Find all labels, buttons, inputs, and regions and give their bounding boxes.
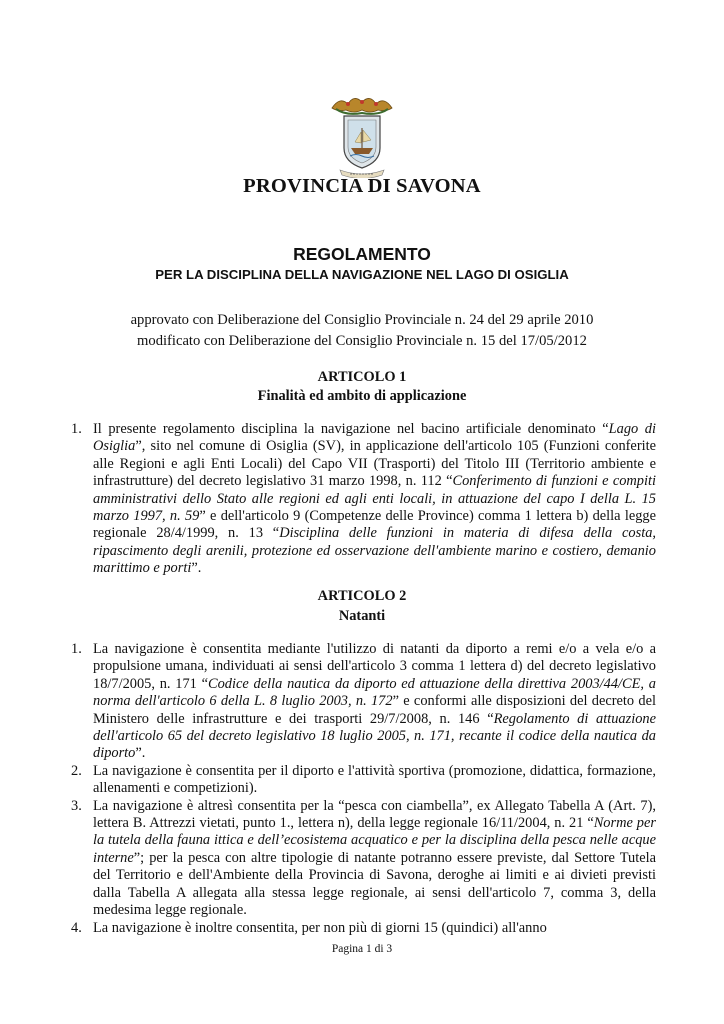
text-run: La navigazione è altresì consentita per la “pesca con ciambella”, ex Allegato Tabella A (Art. 7), lettera B. Attrezzi vietati, punto 1., lettera n), della legge regionale 16/11/2004, n. 21 “: [93, 797, 656, 832]
item-text: [93, 421, 656, 578]
list-item: [62, 421, 656, 578]
italic-citation: Regolamento di attuazione dell'articolo 65 del decreto legislativo 18 luglio 2005, n. 171, recante il codice della nautica da diporto: [93, 710, 656, 762]
page-number: Pagina 1 di 3: [331, 943, 393, 955]
article-2-list: [62, 641, 656, 937]
item-text: [93, 763, 656, 798]
italic-citation: Codice della nautica da diporto ed attuazione della direttiva 2003/44/CE, a norma dell'articolo 6 della L. 8 luglio 2003, n. 172: [93, 675, 656, 710]
article-2-heading: ARTICOLO 2: [317, 588, 407, 604]
text-run: ”.: [135, 745, 146, 762]
italic-citation: Norme per la tutela della fauna ittica e dell’ecosistema acquatico e per la disciplina della pesca nelle acque interne: [93, 815, 656, 866]
text-run: Il presente regolamento disciplina la navigazione nel bacino artificiale denominato “: [93, 421, 609, 437]
list-item: [62, 798, 656, 920]
item-number: 1.: [71, 421, 82, 437]
italic-citation: Conferimento di funzioni e compiti amministrativi dello Stato alle regioni ed agli enti locali, in attuazione del capo I della L. 15 marzo 1997, n. 59: [93, 473, 656, 525]
text-run: La navigazione è inoltre consentita, per non più di giorni 15 (quindici) all'anno: [93, 919, 547, 936]
item-number: 2.: [71, 762, 82, 779]
approval-note: approvato con Deliberazione del Consiglio Provinciale n. 24 del 29 aprile 2010: [130, 312, 594, 328]
text-run: ”; per la pesca con altre tipologie di natante potranno essere previste, dal Settore Tutela del Territorio e dell'Ambiente della Provincia di Savona, deroghe ai limiti e ai divieti previsti dalla Tabella A allegata alla stessa legge regionale, ai sensi dell'articolo 7, comma 3, della medesima legge regionale.: [93, 849, 656, 919]
italic-citation: Lago di Osiglia: [93, 421, 656, 455]
text-run: ”, sito nel comune di Osiglia (SV), in applicazione dell'articolo 105 (Funzioni conferite alle Regioni e agli Enti Locali) del Capo VII (Trasporti) del Titolo III (Territorio ambiente e infrastrutture) del decreto legislativo 31 marzo 1998, n. 112 “: [93, 438, 656, 490]
article-1-subheading: Finalità ed ambito di applicazione: [257, 388, 467, 404]
text-run: ” e conformi alle disposizioni del decreto del Ministero delle infrastrutture e dei trasporti 29/7/2008, n. 146 “: [93, 693, 656, 727]
article-1-heading: ARTICOLO 1: [317, 369, 407, 385]
item-number: 4.: [71, 919, 82, 936]
list-item: [62, 641, 656, 763]
text-run: La navigazione è consentita mediante l'utilizzo di natanti da diporto a remi e/o a vela e/o a propulsione umana, individuati ai sensi dell'articolo 3 comma 1 lettera d) del decreto legislativo 18/7/2005, n. 171 “: [93, 641, 656, 692]
text-run: La navigazione è consentita per il diporto e l'attività sportiva (promozione, didattica, formazione, allenamenti e competizioni).: [93, 762, 656, 797]
modification-note: modificato con Deliberazione del Consiglio Provinciale n. 15 del 17/05/2012: [137, 333, 587, 349]
document-title: PROVINCIA DI SAVONA: [243, 175, 481, 197]
list-item: [62, 920, 656, 937]
item-number: 3.: [71, 797, 82, 814]
text-run: ” e dell'articolo 9 (Competenze delle Province) comma 1 lettera b) della legge regionale 28/4/1999, n. 13 “: [93, 508, 657, 542]
article-2-subheading: Natanti: [338, 608, 386, 624]
text-run: ”.: [191, 560, 202, 577]
item-number: 1.: [71, 641, 82, 657]
regulation-subtitle: PER LA DISCIPLINA DELLA NAVIGAZIONE NEL LAGO DI OSIGLIA: [155, 267, 569, 282]
list-item: [62, 763, 656, 798]
item-text: [93, 641, 656, 763]
article-1-list: [62, 421, 656, 578]
coat-of-arms-emblem: [326, 92, 398, 178]
item-text: [93, 920, 656, 937]
item-text: [93, 798, 656, 920]
regulation-title: REGOLAMENTO: [293, 244, 431, 264]
italic-citation: Disciplina delle funzioni in materia di difesa della costa, ripascimento degli arenili, protezione ed osservazione dell'ambiente marino e costiero, demanio marittimo e porti: [93, 525, 656, 577]
